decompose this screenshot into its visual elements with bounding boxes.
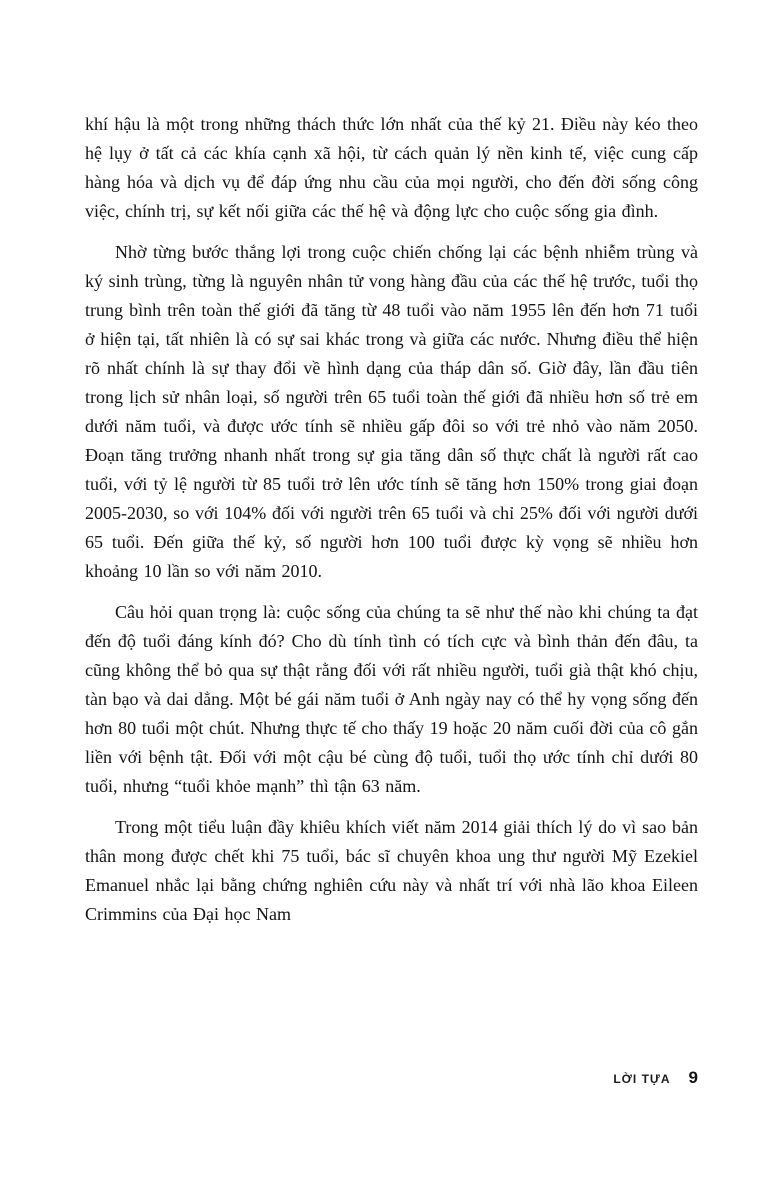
page-footer bbox=[85, 1068, 698, 1088]
page-number: 9 bbox=[688, 1068, 698, 1087]
paragraph-continuation: khí hậu là một trong những thách thức lớn nhất của thế kỷ 21. Điều này kéo theo hệ lụy ở tất cả các khía cạnh xã hội, từ cách quản lý nền kinh tế, việc cung cấp hàng hóa và dịch vụ để đáp ứng nhu cầu của mọi người, cho đến đời sống công việc, chính trị, sự kết nối giữa các thế hệ và động lực cho cuộc sống gia đình. bbox=[85, 114, 698, 221]
paragraph: Nhờ từng bước thắng lợi trong cuộc chiến chống lại các bệnh nhiễm trùng và ký sinh trùng, từng là nguyên nhân tử vong hàng đầu của các thế hệ trước, tuổi thọ trung bình trên toàn thế giới đã tăng từ 48 tuổi vào năm 1955 lên đến hơn 71 tuổi ở hiện tại, tất nhiên là có sự sai khác trong và giữa các nước. Nhưng điều thể hiện rõ nhất chính là sự thay đổi về hình dạng của tháp dân số. Giờ đây, lần đầu tiên trong lịch sử nhân loại, số người trên 65 tuổi toàn thế giới đã nhiều hơn số trẻ em dưới năm tuổi, và được ước tính sẽ nhiều gấp đôi so với trẻ nhỏ vào năm 2050. Đoạn tăng trưởng nhanh nhất trong sự gia tăng dân số thực chất là người rất cao tuổi, với tỷ lệ người từ 85 tuổi trở lên ước tính sẽ tăng hơn 150% trong giai đoạn 2005-2030, so với 104% đối với người trên 65 tuổi và chỉ 25% đối với người dưới 65 tuổi. Đến giữa thế kỷ, số người hơn 100 tuổi được kỳ vọng sẽ nhiều hơn khoảng 10 lần so với năm 2010. bbox=[85, 242, 698, 581]
paragraph: Câu hỏi quan trọng là: cuộc sống của chúng ta sẽ như thế nào khi chúng ta đạt đến độ tuổi đáng kính đó? Cho dù tính tình có tích cực và bình thản đến đâu, ta cũng không thể bỏ qua sự thật rằng đối với rất nhiều người, tuổi già thật khó chịu, tàn bạo và dai dẳng. Một bé gái năm tuổi ở Anh ngày nay có thể hy vọng sống đến hơn 80 tuổi một chút. Nhưng thực tế cho thấy 19 hoặc 20 năm cuối đời của cô gắn liền với bệnh tật. Đối với một cậu bé cùng độ tuổi, tuổi thọ ước tính chỉ dưới 80 tuổi, nhưng “tuổi khỏe mạnh” thì tận 63 năm. bbox=[85, 602, 698, 796]
paragraph: Trong một tiểu luận đầy khiêu khích viết năm 2014 giải thích lý do vì sao bản thân mong được chết khi 75 tuổi, bác sĩ chuyên khoa ung thư người Mỹ Ezekiel Emanuel nhắc lại bằng chứng nghiên cứu này và nhất trí với nhà lão khoa Eileen Crimmins của Đại học Nam bbox=[85, 817, 698, 924]
body-text bbox=[85, 110, 698, 929]
running-header-title: LỜI TỰA bbox=[613, 1072, 671, 1086]
